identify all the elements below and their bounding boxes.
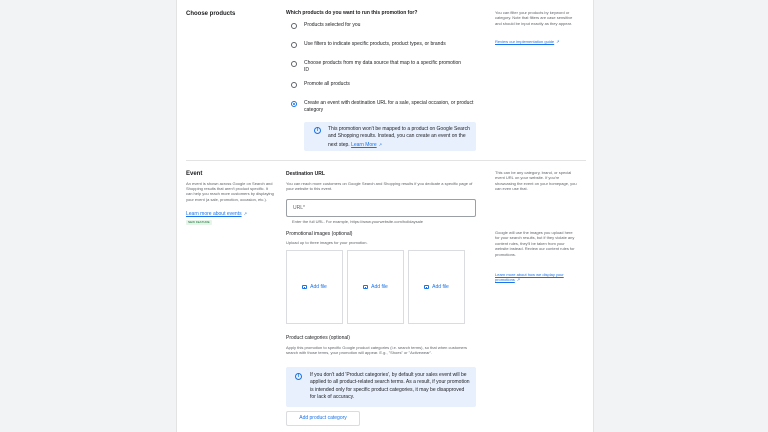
add-file-label: Add file — [371, 284, 388, 290]
option-label-data-source[interactable]: Choose products from my data source that map to a specific promotion ID — [304, 60, 462, 73]
add-file-button[interactable] — [409, 284, 464, 290]
radio-all-products[interactable] — [291, 82, 297, 88]
image-upload-slot-3[interactable] — [408, 250, 465, 324]
filters-help-text: You can filter your products by keyword or category. Note that filters are case sensitive and should be input exactly as they appear. — [495, 10, 573, 26]
section-divider — [186, 160, 586, 161]
image-upload-slot-1[interactable] — [286, 250, 343, 324]
implementation-guide-link[interactable]: Review our implementation guide — [495, 39, 555, 44]
image-upload-slot-2[interactable] — [347, 250, 404, 324]
info-icon: i — [295, 373, 302, 380]
option-label-use-filters[interactable]: Use filters to indicate specific products, product types, or brands — [304, 41, 446, 47]
product-categories-help: Apply this promotion to specific Google product categories (i.e. search terms), so that when customers search with those terms, your promotion will appear. E.g., "Shoes" or "Activewear". — [286, 345, 467, 356]
section-title-event: Event — [186, 171, 203, 177]
add-product-category-button[interactable]: Add product category — [286, 411, 360, 426]
promotional-images-label: Promotional images (optional) — [286, 231, 353, 237]
destination-url-help: You can reach more customers on Google Search and Shopping results if you dedicate a specific page of your website to this event. — [286, 181, 473, 192]
event-mapping-info-message: This promotion won't be mapped to a product on Google Search and Shopping results. Instead, you can create an event on the next step. — [328, 126, 470, 148]
implementation-guide-wrapper — [495, 39, 585, 44]
categories-info-box — [286, 367, 476, 407]
external-link-icon: ↗ — [556, 39, 560, 44]
radio-create-event[interactable] — [291, 101, 297, 107]
image-icon — [302, 285, 307, 289]
learn-more-link[interactable]: Learn More — [351, 141, 377, 148]
radio-products-selected[interactable] — [291, 23, 297, 29]
learn-more-events-link[interactable]: Learn more about events — [186, 211, 242, 217]
images-side-help: Google will use the images you upload here for your search results, but if they violate any content rules, they'll be taken from your website instead. Review our content rules for promotions. — [495, 230, 575, 257]
event-learn-more-wrapper — [186, 211, 276, 217]
option-label-products-selected[interactable]: Products selected for you — [304, 22, 361, 28]
add-file-button[interactable] — [287, 284, 342, 290]
destination-side-help: This can be any category, brand, or special event URL on your website. If you're showcasing the event on your homepage, you can even use that. — [495, 170, 577, 192]
display-promotions-link[interactable]: Learn more about how we display your promotions — [495, 272, 564, 283]
event-mapping-info-box — [304, 122, 476, 151]
destination-url-hint: Enter the full URL. For example, https://www.yourwebsite.com/holidaysale — [292, 219, 423, 224]
image-icon — [363, 285, 368, 289]
destination-url-input[interactable] — [286, 199, 476, 217]
categories-info-text: If you don't add 'Product categories', by default your sales event will be applied to all product-related search terms. As a result, if your promotion is intended only for specific product categories, it may be disapproved for lack of accuracy. — [310, 372, 470, 401]
info-icon: i — [314, 127, 321, 134]
section-title-choose-products: Choose products — [186, 11, 236, 17]
event-mapping-info-text — [328, 126, 472, 149]
add-file-label: Add file — [310, 284, 327, 290]
event-description: An event is shown across Google on Search and Shopping results that aren't product specific. It can help you reach more customers by displaying your event (a sale, promotion, occasion, etc.). — [186, 181, 274, 202]
external-link-icon: ↗ — [243, 211, 247, 216]
add-file-button[interactable] — [348, 284, 403, 290]
add-file-label: Add file — [432, 284, 449, 290]
image-icon — [424, 285, 429, 289]
destination-url-label: Destination URL — [286, 171, 325, 177]
display-promotions-wrapper — [495, 272, 579, 283]
option-label-create-event[interactable]: Create an event with destination URL for a sale, special occasion, or product category — [304, 100, 474, 113]
products-question: Which products do you want to run this promotion for? — [286, 10, 418, 16]
product-categories-label: Product categories (optional) — [286, 335, 350, 341]
promotional-images-help: Upload up to three images for your promotion. — [286, 240, 368, 245]
external-link-icon: ↗ — [516, 277, 521, 283]
radio-use-filters[interactable] — [291, 42, 297, 48]
radio-data-source[interactable] — [291, 61, 297, 67]
option-label-all-products[interactable]: Promote all products — [304, 81, 350, 87]
new-feature-badge: NEW FEATURE — [188, 220, 210, 224]
external-link-icon: ↗ — [378, 141, 383, 147]
